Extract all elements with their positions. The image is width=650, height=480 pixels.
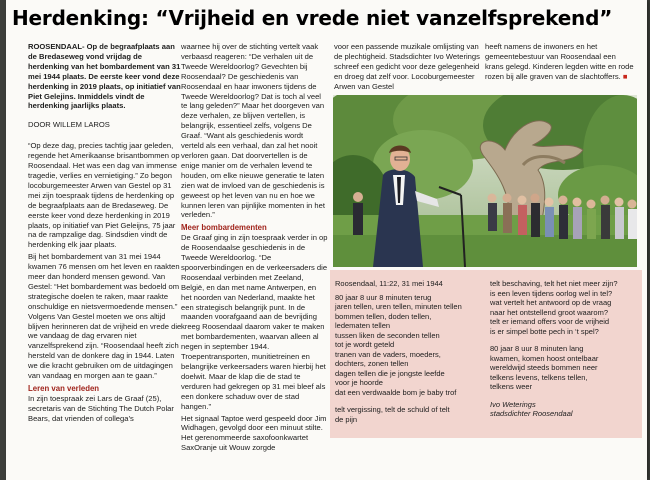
article-column-4 bbox=[485, 42, 635, 84]
body-text: heeft namens de inwoners en het gemeentebestuur van Roosendaal een krans gelegd. Kinderen legden witte en rode rozen bij alle graven van de slachtoffers. bbox=[485, 42, 634, 81]
article-column-1 bbox=[28, 42, 183, 426]
article-column-3 bbox=[334, 42, 482, 94]
poem-stanza: telt beschaving, telt het niet meer zijn? is een leven tijdens oorlog wel in tel? wat vertelt het antwoord op de vraag naar het ontstellend groot waarom? telt er iemand offers voor de vrijheid is er simpel botte pech in ‘t spel? bbox=[490, 279, 618, 336]
poem-column-right bbox=[490, 279, 638, 427]
body-paragraph: “Op deze dag, precies tachtig jaar geleden, regende het Amerikaanse brisantbommen op Roosendaal. Het was een dag van immense tragedie, verlies en vernietiging.” Zo begon locoburgemeester Arwen van Gestel op 31 mei zijn toespraak tijdens de herdenking op de begraafplaats aan de Bredaseweg. De eerste keer vond deze herdenking in 2019 plaats, op initiatief van Piet Geleijns, 75 jaar na de rampzalige dag. Sindsdien vindt de herdenking elk jaar plaats. bbox=[28, 141, 180, 250]
body-paragraph bbox=[485, 42, 635, 82]
newspaper-page bbox=[6, 0, 647, 480]
subheading: Leren van verleden bbox=[28, 384, 100, 393]
poem-location: Roosendaal, 11:22, 31 mei 1944 bbox=[335, 279, 443, 288]
article-column-2 bbox=[181, 42, 328, 455]
body-paragraph: voor een passende muzikale omlijsting van de plechtigheid. Stadsdichter Ivo Weterings schreef een gedicht voor deze gelegenheid en droeg dat zelf voor. Locoburgemeester Arwen van Gestel bbox=[334, 42, 480, 91]
poem-signature: Ivo Weterings stadsdichter Roosendaal bbox=[490, 399, 573, 418]
body-paragraph: Het signaal Taptoe werd gespeeld door Jim Widhagen, gevolgd door een minuut stilte. Het gerenommeerde saxofoonkwartet SaxOranje uit Wouw zorgde bbox=[181, 413, 327, 453]
poem-stanza: telt vergissing, telt de schuld of telt de pijn bbox=[335, 405, 450, 424]
headline: Herdenking: “Vrijheid en vrede niet vanzelfsprekend” bbox=[12, 6, 613, 30]
intro-paragraph: ROOSENDAAL- Op de begraafplaats aan de Bredaseweg vond vrijdag de herdenking van het bombardement van 31 mei 1944 plaats. De eerste keer vond deze herdenking in 2019 plaats, op initiatief van Piet Gelejins. Inmiddels vindt de herdenking jaarlijks plaats. bbox=[28, 42, 181, 111]
body-paragraph: De Graaf ging in zijn toespraak verder in op de Roosendaalse geschiedenis in de Tweede Wereldoorlog. “De spoorverbindingen en de verkeersaders die Roosendaal verbinden met Zeeland, België, en dan met name Antwerpen, en het noorden van Nederland, maakte het een strategisch belangrijk punt. In de maanden voorafgaand aan de bevrijding kreeg Roosendaal daarom vaker te maken met bombardementen, waarvan alleen al negen in september 1944. Troepentransporten, munitietreinen en belangrijke verkeersaders waren hierbij het doelwit. Maar de klap die de stad te verduren had gekregen op 31 mei bleef als een donkere schaduw over de stad hangen.” bbox=[181, 233, 328, 411]
byline: DOOR WILLEM LAROS bbox=[28, 120, 110, 130]
speaker-photo bbox=[333, 95, 637, 267]
subheading: Meer bombardementen bbox=[181, 223, 267, 233]
body-paragraph: waarnee hij over de stichting vertelt vaak verbaasd reageren: “De verhalen uit de Tweede Wereldoorlog? Gevechten bij Roosendaal? De geschiedenis van Roosendaal en haar inwoners tijdens de Tweede Wereldoorlog? Dat is toch al veel te lang geleden?” Maar het doorgeven van deze verhalen, ze blijven vertellen, is belangrijk, essentieel zelfs, volgens De Graaf. “Want als geschiedenis wordt verteld als een verhaal, dan zal het nooit verloren gaan. Dat doorvertellen is de enige manier om de verhalen levend te houden, om elke nieuwe generatie te laten zien wat de invloed van de geschiedenis is geweest op het leven van nu en hoe we kunnen leren van pijnlijke momenten in het verleden.” bbox=[181, 42, 325, 220]
body-paragraph: Bij het bombardement van 31 mei 1944 kwamen 76 mensen om het leven en raakten meer dan honderd mensen gewond. Van Gestel: “Het bombardement was bedoeld om strategische doelen te raken, maar raakte onschuldige en nietsvermoedende mensen.” Volgens Van Gestel moeten we ons altijd blijven herinneren dat de vrijheid en vrede die we vandaag de dag ervaren niet vanzelfsprekend zijn. “Roosendaal heeft zich hersteld van de donkere dag in 1944. Laten we die kracht gebruiken om de uitdagingen van vandaag en morgen aan te gaan.” bbox=[28, 252, 182, 381]
poem-column-left bbox=[335, 279, 485, 432]
body-paragraph: In zijn toespraak zei Lars de Graaf (25), secretaris van de Stichting The Dutch Polar Bears, dat vrienden of collega’s bbox=[28, 393, 174, 423]
photo-illustration bbox=[333, 95, 637, 267]
end-mark-icon: ■ bbox=[622, 71, 628, 81]
poem-stanza: 80 jaar 8 uur 8 minuten terug jaren tellen, uren tellen, minuten tellen bommen tellen, doden tellen, ledematen tellen tussen liken de seconden tellen tot je wordt geteld tranen van de vaders, moeders, dochters, zonen tellen dagen tellen die je jongste leefde voor je hoorde dat een verdwaalde bom je baby trof bbox=[335, 292, 462, 397]
poem-stanza: 80 jaar 8 uur 8 minuten lang kwamen, komen hoost ontelbaar wereldwijd steeds bommen neer telkens levens, telkens tellen, telkens weer bbox=[490, 344, 599, 391]
poem-box bbox=[330, 270, 642, 438]
